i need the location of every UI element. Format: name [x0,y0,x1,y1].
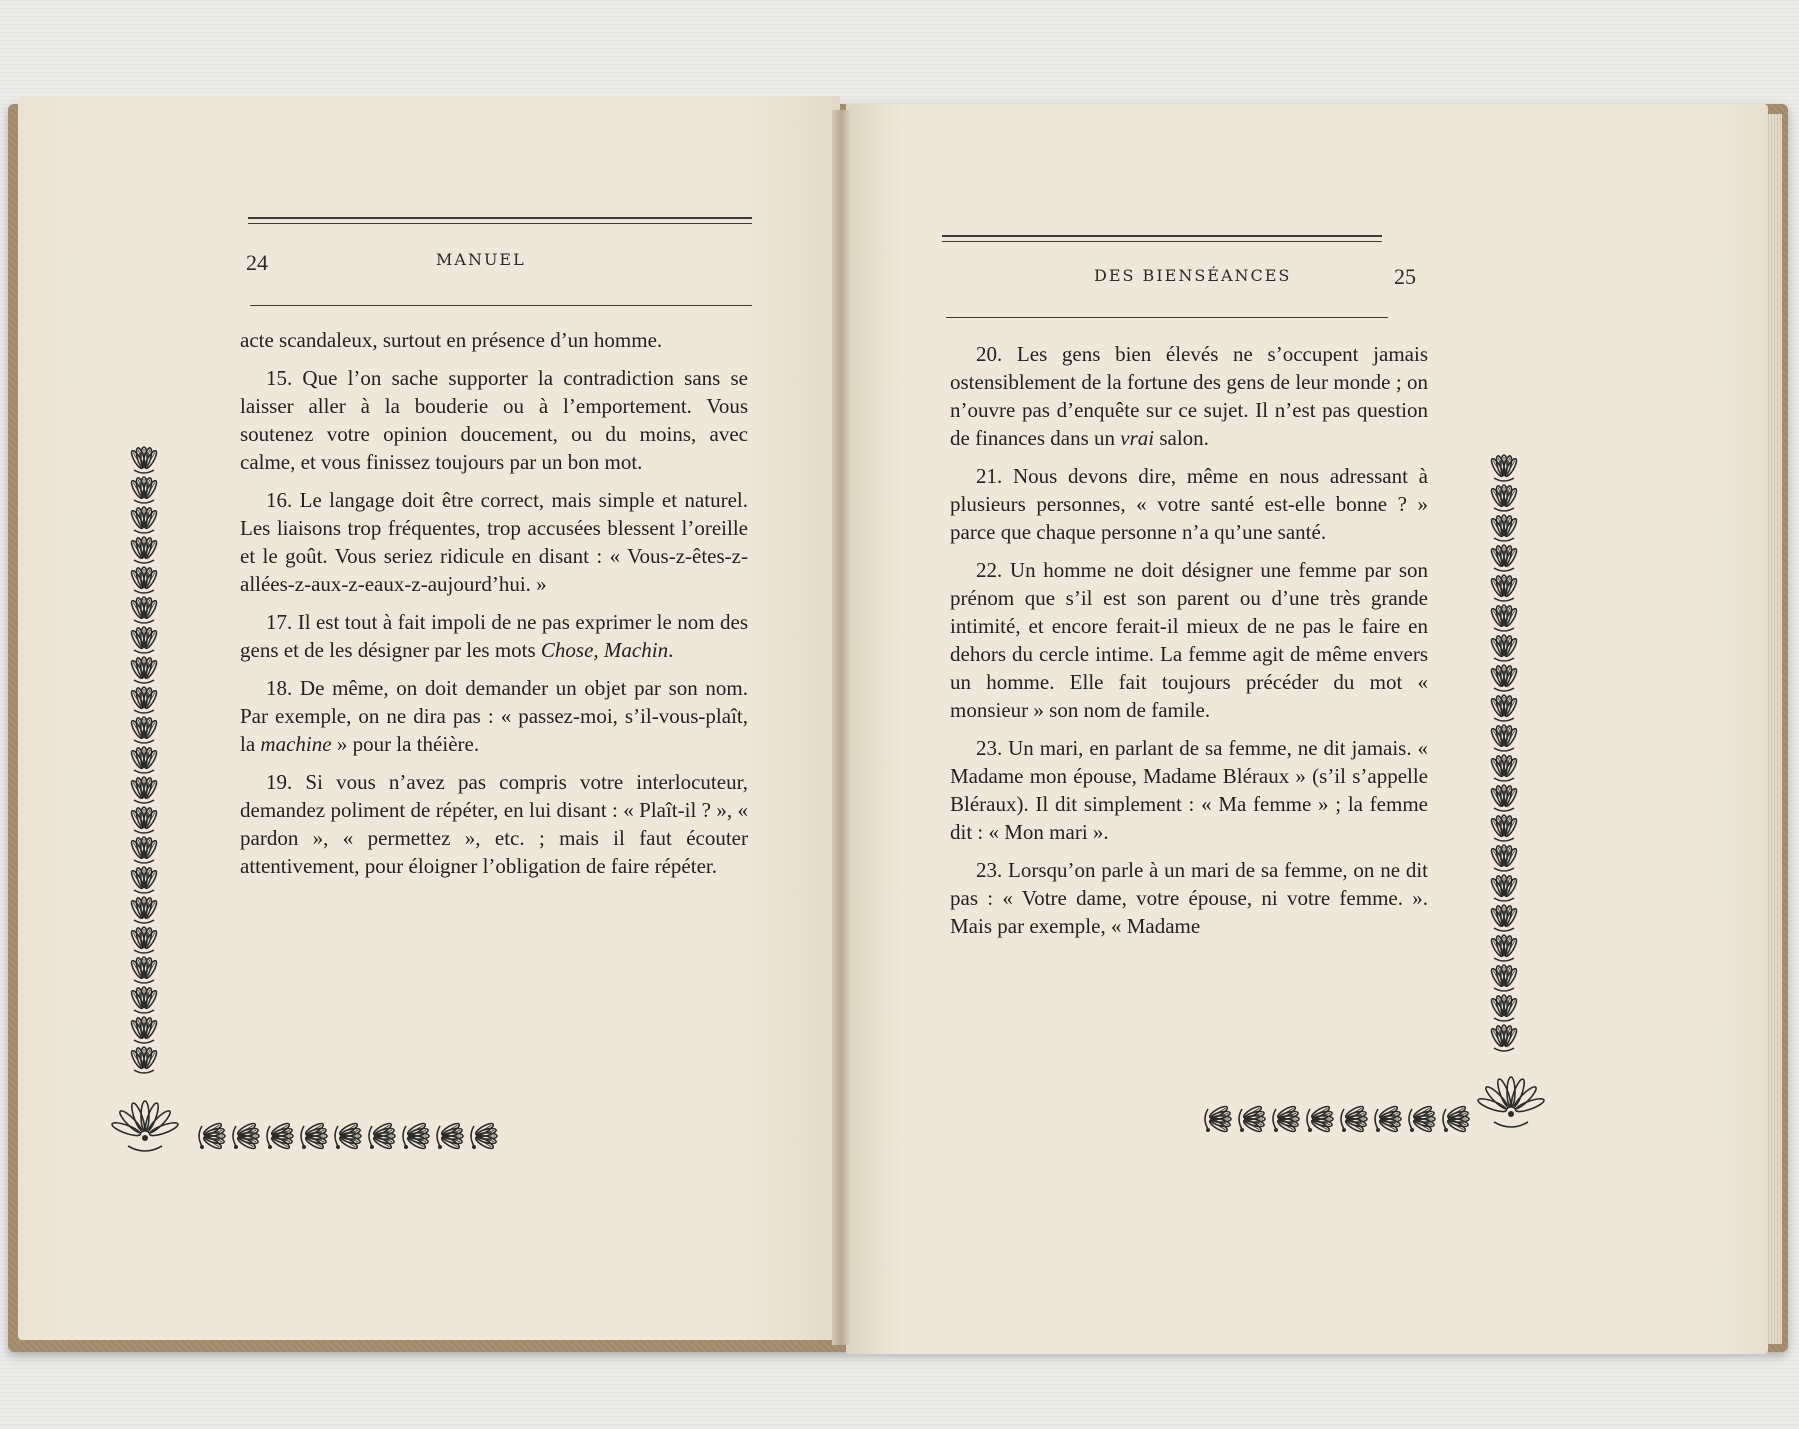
book-gutter [832,110,850,1345]
page-number-left: 24 [246,250,268,275]
page-edges [1766,114,1782,1344]
paragraph-14-end: acte scandaleux, surtout en présence d’un homme. [240,328,663,352]
header-rule-bottom-right [946,317,1388,318]
left-corner-ornament-icon [110,1096,180,1166]
page-number-right: 25 [1394,264,1416,289]
paragraph-23: 23. Un mari, en parlant de sa femme, ne dit jamais. « Madame mon épouse, Madame Bléraux » (s’il s’appelle Bléraux). Il dit simplement : « Ma femme » ; la femme dit : « Mon mari ». [950,736,1428,844]
paragraph-19: 19. Si vous n’avez pas compris votre interlocuteur, demandez poliment de répéter, en lui disant : « Plaît-il ? », « pardon », « permettez », etc. ; mais il faut écouter attentivement, pour éloigner l’obligation de faire répéter. [240,770,748,878]
left-page [18,96,840,1340]
paragraph-17-italic: Chose, Machin [540,638,669,662]
right-page [846,104,1768,1354]
paragraph-21: 21. Nous devons dire, même en nous adressant à plusieurs personnes, « votre santé est-elle bonne ? » parce que chaque personne n’a qu’une santé. [950,464,1428,544]
paragraph-20 [950,340,1428,452]
right-corner-ornament-icon [1476,1072,1546,1142]
paragraph-17-end: . [668,638,674,662]
paragraph-16: 16. Le langage doit être correct, mais simple et naturel. Les liaisons trop fréquentes, trop accusées blessent l’oreille et le goût. Vous seriez ridicule en disant : « Vous-z-êtes-z-allées-z-aux-z-eaux-z-aujourd’hui. » [240,488,748,596]
paragraph-23b: 23. Lorsqu’on parle à un mari de sa femme, on ne dit pas : « Votre dame, votre épouse, ni votre femme. ». Mais par exemple, « Madame [950,858,1428,938]
left-laurel-border-horizontal-icon [188,1111,518,1161]
paragraph-20-end: salon. [1154,426,1209,450]
paragraph-18-end: » pour la théière. [331,732,480,756]
paragraph-17 [240,608,748,664]
header-rule-bottom [250,305,752,306]
running-head-left: MANUEL [436,250,526,269]
paragraph-15: 15. Que l’on sache supporter la contradiction sans se laisser aller à la bouderie ou à l’emportement. Vous soutenez votre opinion doucement, ou du moins, avec calme, et vous finissez toujours par un bon mot. [240,366,748,474]
header-rule-top-thin [248,223,752,224]
right-page-text [950,340,1428,950]
paragraph-18 [240,674,748,758]
paragraph-17-text: 17. Il est tout à fait impoli de ne pas exprimer le nom des gens et de les désigner par les mots [240,610,748,662]
paragraph-18-text: 18. De même, on doit demander un objet par son nom. Par exemple, on ne dira pas : « passez-moi, s’il-vous-plaît, la [240,676,748,756]
paragraph-20-text: 20. Les gens bien élevés ne s’occupent jamais ostensiblement de la fortune des gens de leur monde ; on n’ouvre pas d’enquête sur ce sujet. Il n’est pas question de finances dans un [950,342,1428,450]
left-page-text [240,326,748,890]
paragraph-20-italic: vrai [1120,426,1155,450]
paragraph-22: 22. Un homme ne doit désigner une femme par son prénom que s’il est son parent ou d’une très grande intimité, et encore ferait-il mieux de ne pas le faire en dehors du cercle intime. La femme agit de même envers un homme. Elle fait toujours précéder du mot « monsieur » son nom de famile. [950,558,1428,722]
running-head-right: DES BIENSÉANCES [1094,266,1292,285]
right-laurel-border-horizontal-icon [1194,1094,1474,1144]
header-rule-top-right [942,235,1382,237]
paragraph-18-italic: machine [260,732,332,756]
header-rule-top [248,217,752,219]
header-rule-top-thin-right [942,241,1382,242]
right-laurel-border-vertical-icon [1474,454,1534,1174]
